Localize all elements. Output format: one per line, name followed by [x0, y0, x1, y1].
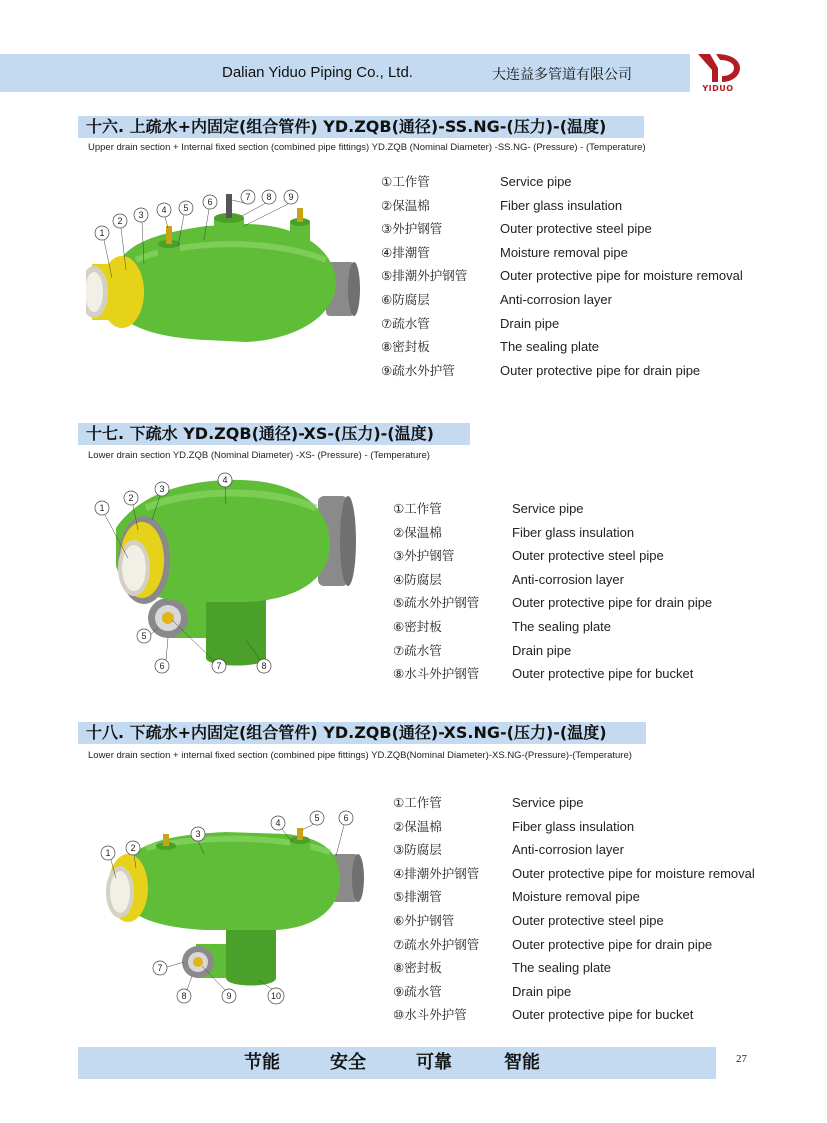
- legend-item: ⑧水斗外护钢管 Outer protective pipe for bucket: [393, 666, 694, 682]
- legend-item: ⑦疏水管 Drain pipe: [393, 642, 572, 658]
- svg-text:7: 7: [157, 963, 163, 973]
- section-18-diagram: [86, 808, 376, 1008]
- legend-item: ⑥防腐层 Anti-corrosion layer: [381, 291, 612, 307]
- callout-8: [177, 976, 192, 1003]
- page-number: 27: [736, 1053, 747, 1065]
- svg-text:8: 8: [266, 192, 272, 202]
- section-17-subtitle: Lower drain section YD.ZQB (Nominal Diameter) -XS- (Pressure) - (Temperature): [88, 450, 430, 461]
- legend-item: ①工作管 Service pipe: [381, 174, 572, 189]
- legend-item: ②保温棉 Fiber glass insulation: [393, 524, 635, 540]
- svg-text:1: 1: [99, 228, 105, 238]
- legend-item: ③外护钢管 Outer protective steel pipe: [381, 221, 652, 237]
- footer-band: [78, 1047, 716, 1079]
- callout-5: [302, 811, 324, 830]
- svg-text:2: 2: [128, 493, 134, 503]
- svg-text:2: 2: [130, 843, 136, 853]
- svg-text:4: 4: [275, 818, 281, 828]
- legend-item: ②保温棉 Fiber glass insulation: [393, 818, 635, 834]
- callout-6: [336, 811, 353, 856]
- section-17-title: 十七. 下疏水 YD.ZQB(通径)-XS-(压力)-(温度): [86, 424, 434, 443]
- svg-text:6: 6: [159, 661, 165, 671]
- svg-text:10: 10: [270, 991, 282, 1001]
- svg-text:2: 2: [117, 216, 123, 226]
- section-18-title: 十八. 下疏水+内固定(组合管件) YD.ZQB(通径)-XS.NG-(压力)-(温度): [86, 723, 607, 742]
- section-16-legend: [381, 170, 801, 382]
- svg-text:4: 4: [222, 475, 228, 485]
- legend-item: ⑦疏水外护钢管 Outer protective pipe for drain pipe: [393, 936, 713, 952]
- legend-item: ①工作管 Service pipe: [393, 501, 584, 516]
- legend-item: ③外护钢管 Outer protective steel pipe: [393, 548, 664, 564]
- legend-item: ⑥外护钢管 Outer protective steel pipe: [393, 912, 664, 928]
- svg-text:3: 3: [159, 484, 165, 494]
- legend-item: ⑧密封板 The sealing plate: [393, 960, 612, 976]
- section-16-diagram: [86, 180, 376, 355]
- legend-item: ④防腐层 Anti-corrosion layer: [393, 571, 624, 587]
- company-name-cn: 大连益多管道有限公司: [492, 67, 632, 83]
- callout-7: [153, 961, 184, 975]
- callout-6: [155, 638, 169, 673]
- slogan-intelligence: 智能: [504, 1052, 540, 1073]
- legend-item: ④排潮外护钢管 Outer protective pipe for moisture removal: [393, 865, 755, 881]
- section-17-diagram: [86, 468, 376, 683]
- svg-text:8: 8: [181, 991, 187, 1001]
- section-16-subtitle: Upper drain section + Internal fixed section (combined pipe fittings) YD.ZQB (Nominal Diameter) -SS.NG- (Pressure) - (Temperature): [88, 142, 646, 153]
- svg-text:3: 3: [195, 829, 201, 839]
- slogan-energy-saving: 节能: [244, 1052, 280, 1073]
- legend-item: ③防腐层 Anti-corrosion layer: [393, 842, 624, 858]
- legend-item: ⑨疏水管 Drain pipe: [393, 983, 572, 999]
- legend-item: ⑩水斗外护管 Outer protective pipe for bucket: [393, 1007, 694, 1023]
- legend-item: ②保温棉 Fiber glass insulation: [381, 197, 623, 213]
- callout-7: [232, 190, 255, 204]
- legend-item: ⑤排潮外护钢管 Outer protective pipe for moisture removal: [381, 268, 743, 284]
- legend-item: ⑨疏水外护管 Outer protective pipe for drain pipe: [381, 362, 701, 378]
- svg-text:8: 8: [261, 661, 267, 671]
- svg-text:5: 5: [183, 203, 189, 213]
- callout-4: [157, 203, 171, 228]
- legend-item: ④排潮管 Moisture removal pipe: [381, 244, 628, 260]
- section-18-legend: [393, 791, 813, 1027]
- section-17-legend: [393, 497, 813, 686]
- svg-text:9: 9: [288, 192, 294, 202]
- svg-text:3: 3: [138, 210, 144, 220]
- legend-item: ⑥密封板 The sealing plate: [393, 618, 612, 634]
- section-16-title: 十六. 上疏水+内固定(组合管件) YD.ZQB(通径)-SS.NG-(压力)-(温度): [86, 117, 607, 136]
- svg-text:6: 6: [207, 197, 213, 207]
- legend-item: ⑤疏水外护钢管 Outer protective pipe for drain pipe: [393, 595, 713, 611]
- svg-text:1: 1: [105, 848, 111, 858]
- svg-text:9: 9: [226, 991, 232, 1001]
- svg-text:7: 7: [245, 192, 251, 202]
- svg-text:6: 6: [343, 813, 349, 823]
- svg-text:5: 5: [314, 813, 320, 823]
- slogan-safety: 安全: [330, 1052, 366, 1073]
- section-18-subtitle: Lower drain section + internal fixed section (combined pipe fittings) YD.ZQB(Nominal Diameter)-XS.NG-(Pressure)-(Temperature): [88, 750, 632, 761]
- svg-text:4: 4: [161, 205, 167, 215]
- svg-text:5: 5: [141, 631, 147, 641]
- svg-text:7: 7: [216, 661, 222, 671]
- legend-item: ⑧密封板 The sealing plate: [381, 339, 600, 355]
- legend-item: ⑤排潮管 Moisture removal pipe: [393, 889, 640, 905]
- legend-item: ①工作管 Service pipe: [393, 795, 584, 810]
- company-name-en: Dalian Yiduo Piping Co., Ltd.: [222, 64, 413, 81]
- svg-text:1: 1: [99, 503, 105, 513]
- slogan-reliability: 可靠: [416, 1052, 452, 1073]
- logo-wordmark: YIDUO: [702, 84, 734, 93]
- legend-item: ⑦疏水管 Drain pipe: [381, 315, 560, 331]
